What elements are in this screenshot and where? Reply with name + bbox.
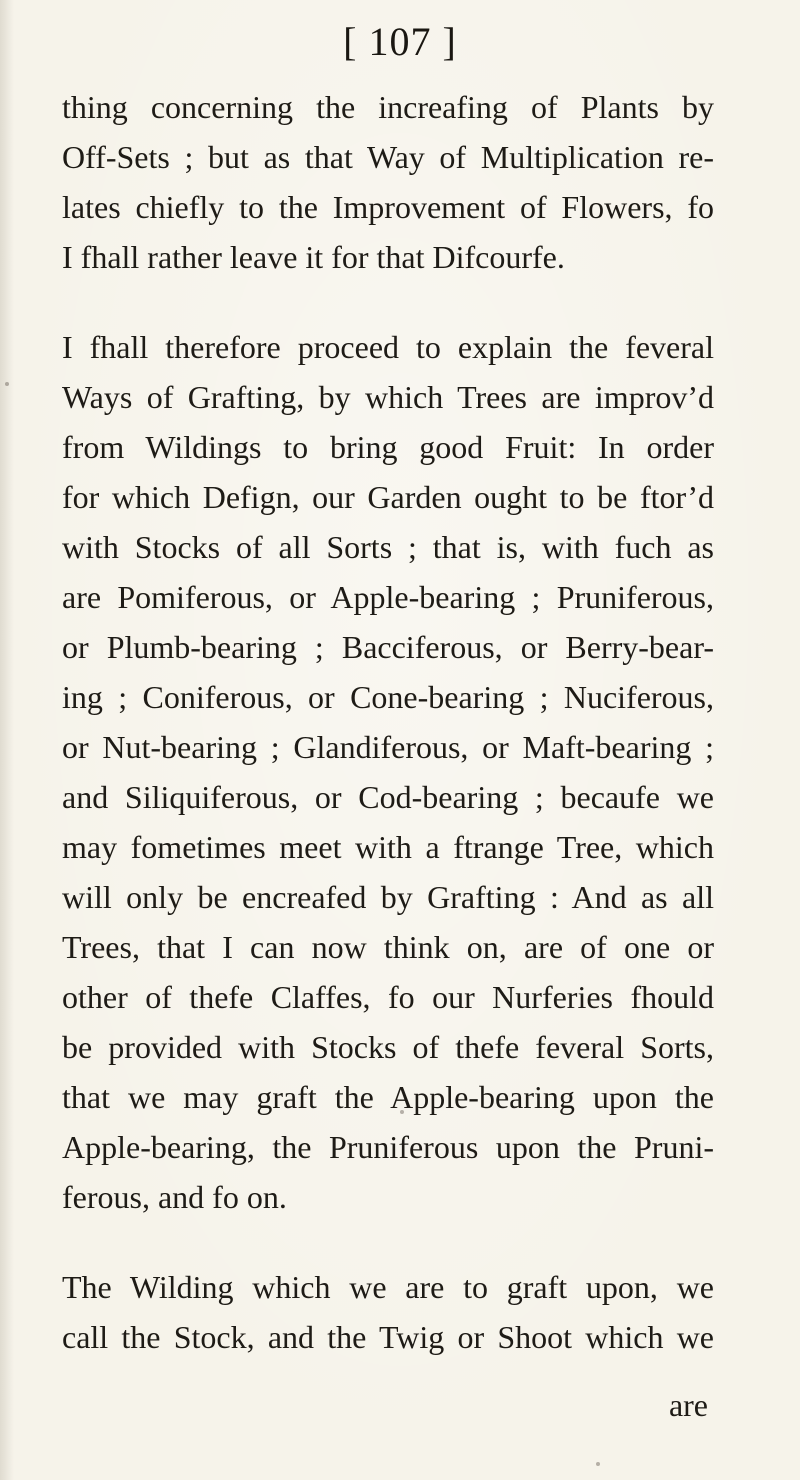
paragraph xyxy=(62,1262,714,1362)
text-line: that we may graft the Apple-bearing upon the xyxy=(62,1079,714,1115)
text-line: Off-Sets ; but as that Way of Multiplication re- xyxy=(62,139,714,175)
text-line: Ways of Grafting, by which Trees are improv’d xyxy=(62,379,714,415)
paper-speck xyxy=(5,382,9,386)
paragraph xyxy=(62,82,714,282)
text-line: thing concerning the increafing of Plants by xyxy=(62,89,714,125)
text-line: The Wilding which we are to graft upon, we xyxy=(62,1269,714,1305)
body-text xyxy=(62,82,714,1362)
paper-speck xyxy=(596,1462,600,1466)
text-line: for which Defign, our Garden ought to be ftor’d xyxy=(62,479,714,515)
paragraph xyxy=(62,322,714,1222)
text-line: I fhall rather leave it for that Difcourfe. xyxy=(62,239,565,275)
text-line: and Siliquiferous, or Cod-bearing ; becaufe we xyxy=(62,779,714,815)
text-line: are Pomiferous, or Apple-bearing ; Pruniferous, xyxy=(62,579,714,615)
text-line: with Stocks of all Sorts ; that is, with fuch as xyxy=(62,529,714,565)
text-line: may fometimes meet with a ftrange Tree, which xyxy=(62,829,714,865)
text-line: I fhall therefore proceed to explain the feveral xyxy=(62,329,714,365)
text-line: or Plumb-bearing ; Bacciferous, or Berry-bear- xyxy=(62,629,714,665)
text-line: call the Stock, and the Twig or Shoot which we xyxy=(62,1319,714,1355)
text-line: from Wildings to bring good Fruit: In order xyxy=(62,429,714,465)
text-line: will only be encreafed by Grafting : And as all xyxy=(62,879,714,915)
text-line: ing ; Coniferous, or Cone-bearing ; Nuciferous, xyxy=(62,679,714,715)
text-line: ferous, and fo on. xyxy=(62,1179,287,1215)
text-line: other of thefe Claffes, fo our Nurferies fhould xyxy=(62,979,714,1015)
text-line: lates chiefly to the Improvement of Flowers, fo xyxy=(62,189,714,225)
paper-speck xyxy=(400,1110,404,1114)
text-line: or Nut-bearing ; Glandiferous, or Maft-bearing ; xyxy=(62,729,714,765)
text-line: be provided with Stocks of thefe feveral Sorts, xyxy=(62,1029,714,1065)
page-edge-shadow xyxy=(0,0,14,1480)
text-line: Trees, that I can now think on, are of one or xyxy=(62,929,714,965)
catchword: are xyxy=(668,1387,708,1423)
text-line: Apple-bearing, the Pruniferous upon the Pruni- xyxy=(62,1129,714,1165)
page-number: [ 107 ] xyxy=(343,19,457,64)
